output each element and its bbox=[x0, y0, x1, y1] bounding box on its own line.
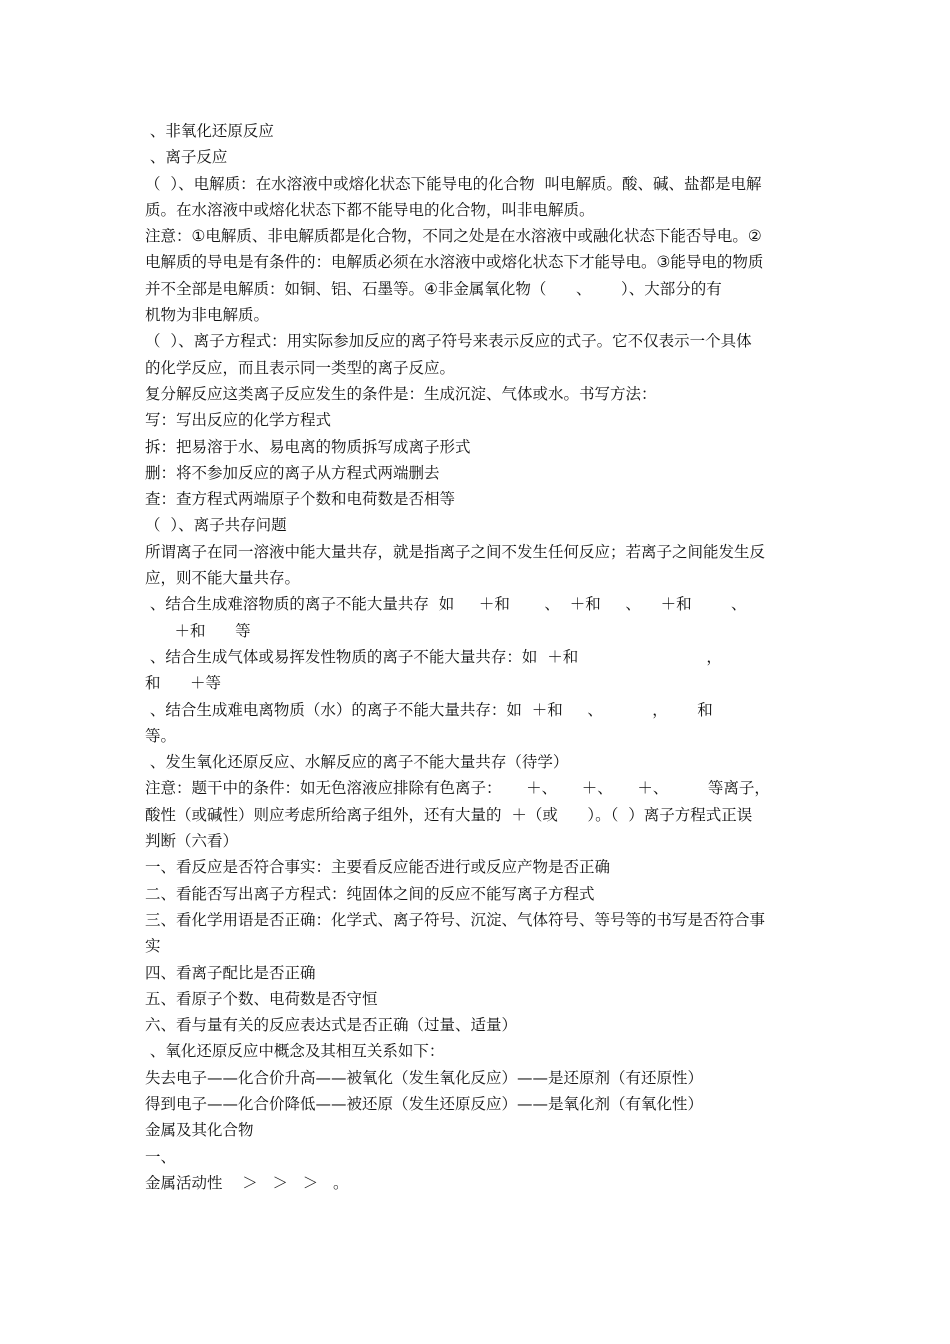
text-line: 复分解反应这类离子反应发生的条件是：生成沉淀、气体或水。书写方法： bbox=[145, 384, 657, 403]
text-line: 二、看能否写出离子方程式：纯固体之间的反应不能写离子方程式 bbox=[145, 884, 595, 903]
text-line: 查：查方程式两端原子个数和电荷数是否相等 bbox=[145, 490, 456, 509]
text-line: 等。 bbox=[145, 726, 177, 745]
text-line: 所谓离子在同一溶液中能大量共存，就是指离子之间不发生任何反应；若离子之间能发生反 bbox=[145, 542, 766, 561]
text-line: 拆：把易溶于水、易电离的物质拆写成离子形式 bbox=[145, 437, 471, 456]
document-body bbox=[145, 118, 810, 1196]
text-line: 酸性（或碱性）则应考虑所给离子组外，还有大量的 ＋（或 ）。（ ）离子方程式正误 bbox=[145, 805, 753, 824]
text-line: 实 bbox=[145, 937, 161, 956]
text-line: 金属及其化合物 bbox=[145, 1121, 254, 1140]
text-line: 应，则不能大量共存。 bbox=[145, 569, 301, 588]
text-line: 四、看离子配比是否正确 bbox=[145, 963, 316, 982]
text-line: 判断（六看） bbox=[145, 832, 239, 851]
text-line: 、离子反应 bbox=[145, 148, 228, 167]
text-line: 五、看原子个数、电荷数是否守恒 bbox=[145, 989, 378, 1008]
text-line: （ ）、电解质：在水溶液中或熔化状态下能导电的化合物 叫电解质。酸、碱、盐都是电解 bbox=[145, 174, 762, 193]
text-line: 、结合生成难电离物质（水）的离子不能大量共存：如 ＋和 、 ， 和 bbox=[145, 700, 713, 719]
text-line: 的化学反应，而且表示同一类型的离子反应。 bbox=[145, 358, 456, 377]
text-line: （ ）、离子共存问题 bbox=[145, 516, 287, 535]
text-line: 、结合生成气体或易挥发性物质的离子不能大量共存：如 ＋和 ， bbox=[145, 647, 722, 666]
text-line: 得到电子——化合价降低——被还原（发生还原反应）——是氧化剂（有氧化性） bbox=[145, 1094, 704, 1113]
text-line: 删：将不参加反应的离子从方程式两端删去 bbox=[145, 463, 440, 482]
text-line: 失去电子——化合价升高——被氧化（发生氧化反应）——是还原剂（有还原性） bbox=[145, 1068, 704, 1087]
text-line: 、结合生成难溶物质的离子不能大量共存 如 ＋和 、 ＋和 、 ＋和 、 bbox=[145, 595, 747, 614]
text-line: 机物为非电解质。 bbox=[145, 306, 270, 325]
text-line: 、非氧化还原反应 bbox=[145, 122, 274, 140]
text-line: 写：写出反应的化学方程式 bbox=[145, 411, 332, 430]
text-line: 并不全部是电解质：如铜、铝、石墨等。④非金属氧化物（ 、 ）、大部分的有 bbox=[145, 279, 722, 298]
text-line: 、发生氧化还原反应、水解反应的离子不能大量共存（待学） bbox=[145, 753, 569, 772]
text-line: （ ）、离子方程式：用实际参加反应的离子符号来表示反应的式子。它不仅表示一个具体 bbox=[145, 332, 752, 351]
text-line: 一、看反应是否符合事实：主要看反应能否进行或反应产物是否正确 bbox=[145, 858, 611, 877]
text-line: ＋和 等 bbox=[145, 621, 251, 640]
text-line: 质。在水溶液中或熔化状态下都不能导电的化合物，叫非电解质。 bbox=[145, 200, 595, 219]
text-line: 注意：①电解质、非电解质都是化合物，不同之处是在水溶液中或融化状态下能否导电。② bbox=[145, 227, 762, 246]
text-line: 注意：题干中的条件：如无色溶液应排除有色离子： ＋、 ＋、 ＋、 等离子， bbox=[145, 779, 770, 798]
text-line: 、氧化还原反应中概念及其相互关系如下： bbox=[145, 1042, 445, 1061]
text-line: 六、看与量有关的反应表达式是否正确（过量、适量） bbox=[145, 1016, 518, 1035]
text-line: 一、 bbox=[145, 1147, 177, 1166]
text-line: 金属活动性 ＞ ＞ ＞ 。 bbox=[145, 1173, 349, 1192]
text-line: 三、看化学用语是否正确：化学式、离子符号、沉淀、气体符号、等号等的书写是否符合事 bbox=[145, 910, 766, 929]
text-line: 和 ＋等 bbox=[145, 674, 222, 693]
text-line: 电解质的导电是有条件的：电解质必须在水溶液中或熔化状态下才能导电。③能导电的物质 bbox=[145, 253, 764, 272]
